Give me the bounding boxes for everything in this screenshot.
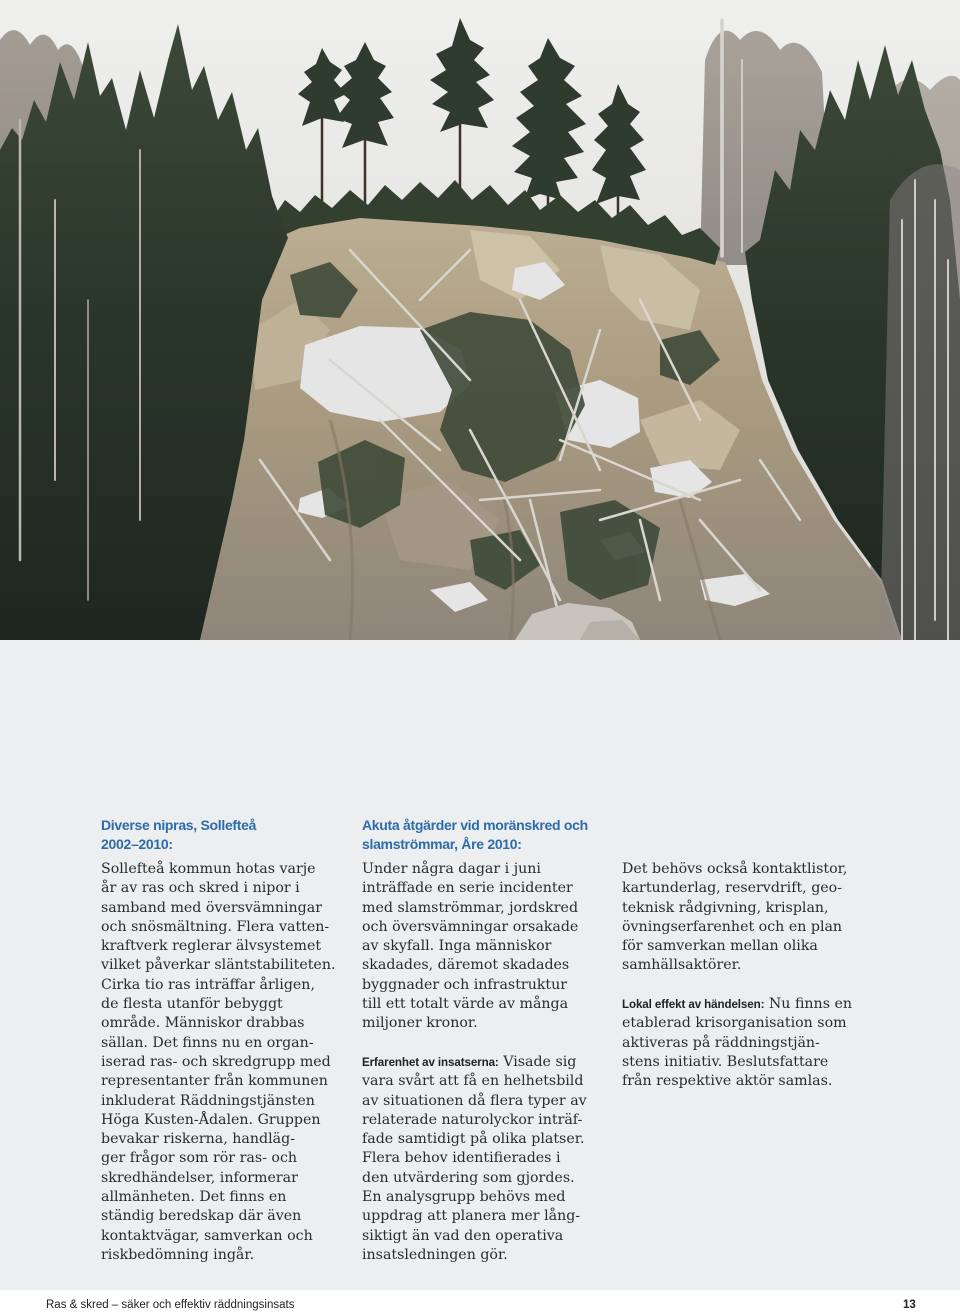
paragraph: [362, 860, 587, 1034]
column-heading-line: slamströmmar, Åre 2010:: [362, 836, 522, 852]
text-line: av situationen då flera typer av: [362, 1092, 587, 1109]
column-heading-line: 2002–2010:: [101, 836, 173, 852]
text-line: och snösmältning. Flera vatten-: [101, 918, 330, 935]
lead-in-label: Lokal effekt av händelsen:: [622, 998, 765, 1012]
text-run: Visade sig: [503, 1053, 577, 1070]
column-heading: [362, 816, 588, 854]
text-line: kartunderlag, reservdrift, geo-: [622, 880, 843, 897]
text-line: skadades, däremot skadades: [362, 957, 570, 974]
paragraph: [622, 860, 852, 976]
text-line: allmänheten. Det finns en: [101, 1189, 287, 1206]
column-heading-line: Akuta åtgärder vid moränskred och: [362, 817, 588, 833]
text-line: sällan. Det finns nu en organ-: [101, 1034, 314, 1051]
page-number: 13: [903, 1299, 916, 1311]
text-line: Sollefteå kommun hotas varje: [101, 861, 316, 877]
text-line: etablerad krisorganisation som: [622, 1015, 847, 1032]
text-line: fade samtidigt på olika platser.: [362, 1131, 585, 1148]
text-line: Höga Kusten-Ådalen. Gruppen: [101, 1111, 321, 1128]
text-line: ger frågor som rör ras- och: [101, 1150, 298, 1167]
text-line: skredhändelser, informerar: [101, 1169, 298, 1186]
text-line: kraftverk reglerar älvsystemet: [101, 938, 322, 955]
text-line: aktiveras på räddningstjän-: [622, 1034, 820, 1051]
text-line: område. Människor drabbas: [101, 1015, 305, 1032]
text-line: till ett totalt värde av många: [362, 996, 569, 1013]
text-line: inkluderat Räddningstjänsten: [101, 1092, 315, 1109]
text-line: Flera behov identifierades i: [362, 1150, 561, 1167]
text-line: och översvämningar orsakade: [362, 918, 579, 935]
column-body: [362, 860, 587, 1265]
paragraph: [362, 1053, 587, 1265]
text-line: Cirka tio ras inträffar årligen,: [101, 976, 315, 993]
text-line: övningserfarenhet och en plan: [622, 918, 843, 935]
text-line: relaterade naturolyckor inträf-: [362, 1111, 583, 1128]
text-line: riskbedömning ingår.: [101, 1246, 255, 1263]
text-line: miljoner kronor.: [362, 1015, 478, 1032]
text-line: teknisk rådgivning, krisplan,: [622, 899, 829, 916]
text-line: inträffade en serie incidenter: [362, 880, 573, 897]
text-line: samband med översvämningar: [101, 899, 322, 916]
text-line: byggnader och infrastruktur: [362, 976, 568, 993]
text-line: Under några dagar i juni: [362, 861, 541, 877]
text-line: [622, 995, 852, 1014]
text-line: vilket påverkar släntstabiliteten.: [101, 957, 336, 974]
text-line: En analysgrupp behövs med: [362, 1189, 566, 1206]
text-line: representanter från kommunen: [101, 1073, 328, 1090]
text-line: de flesta utanför bebyggt: [101, 996, 283, 1013]
text-line: siktigt än vad den operativa: [362, 1227, 564, 1244]
text-line: med slamströmmar, jordskred: [362, 899, 579, 916]
text-line: stens initiativ. Beslutsfattare: [622, 1053, 829, 1070]
text-line: Det behövs också kontaktlistor,: [622, 861, 848, 877]
text-line: den utvärdering som gjordes.: [362, 1169, 575, 1186]
text-line: från respektive aktör samlas.: [622, 1073, 833, 1090]
text-line: iserad ras- och skredgrupp med: [101, 1053, 331, 1070]
text-line: uppdrag att planera mer lång-: [362, 1208, 581, 1225]
text-line: av skyfall. Inga människor: [362, 938, 552, 955]
text-line: kontaktvägar, samverkan och: [101, 1227, 313, 1244]
column-are-moranskred: [362, 0, 612, 1290]
text-line: för samverkan mellan olika: [622, 938, 818, 955]
text-run: Nu finns en: [768, 996, 853, 1013]
lead-in-label: Erfarenhet av insatserna:: [362, 1055, 499, 1069]
paragraph: [622, 995, 852, 1091]
column-heading-line: Diverse nipras, Sollefteå: [101, 817, 257, 833]
text-line: vara svårt att få en helhetsbild: [362, 1073, 584, 1090]
column-body: [101, 860, 335, 1265]
text-line: bevakar riskerna, handläg-: [101, 1131, 295, 1148]
paragraph: [101, 860, 335, 1265]
text-line: samhällsaktörer.: [622, 957, 742, 974]
text-line: ständig beredskap där även: [101, 1208, 302, 1225]
column-solleftea-nipras: [101, 0, 351, 1290]
column-body: [622, 860, 852, 1092]
text-line: år av ras och skred i nipor i: [101, 880, 300, 897]
column-continued: [622, 0, 872, 1290]
column-heading: [101, 816, 256, 854]
page-footer: [0, 1290, 960, 1313]
publication-title: Ras & skred – säker och effektiv räddningsinsats: [46, 1299, 295, 1311]
text-line: [362, 1053, 587, 1072]
text-line: insatsledningen gör.: [362, 1246, 508, 1263]
